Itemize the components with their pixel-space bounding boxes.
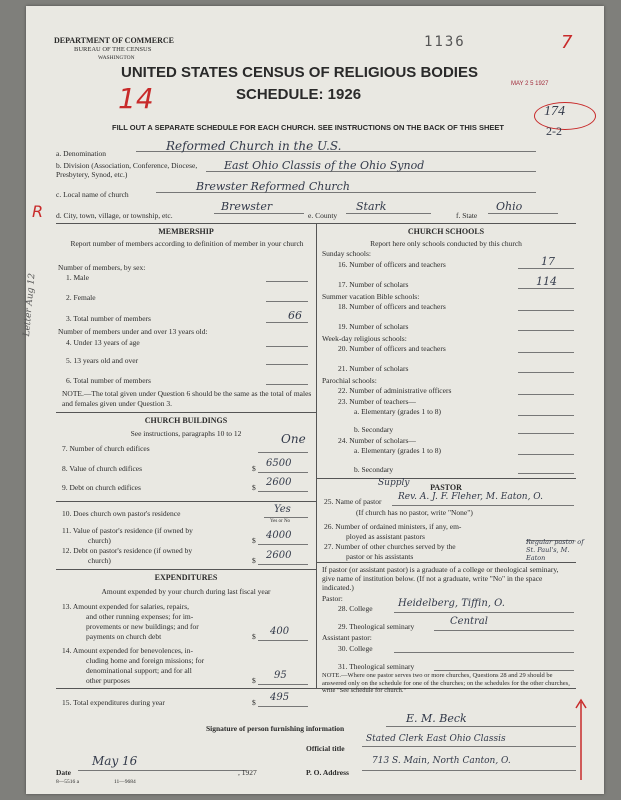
county-label: e. County — [308, 211, 338, 220]
expenditures-heading: EXPENDITURES — [154, 573, 218, 582]
q14-label-2: cluding home and foreign missions; for — [86, 656, 205, 665]
q13-value: 400 — [270, 626, 290, 637]
q8-label: 8. Value of church edifices — [62, 464, 143, 473]
buildings-rule — [56, 569, 316, 570]
q24-label: 24. Number of scholars— — [338, 436, 416, 445]
form-title: UNITED STATES CENSUS OF RELIGIOUS BODIES — [121, 64, 478, 81]
city-field-label: d. City, town, village, or township, etc. — [56, 211, 173, 220]
q29-label: 29. Theological seminary — [338, 622, 415, 631]
q25-label: 25. Name of pastor — [324, 497, 382, 506]
q21-label: 21. Number of scholars — [338, 364, 409, 373]
q15-dollar: $ — [252, 698, 256, 707]
q29-value: Central — [450, 616, 488, 627]
q30-label: 30. College — [338, 644, 373, 653]
buildings-heading: CHURCH BUILDINGS — [144, 416, 228, 425]
print-number: 11—9684 — [114, 779, 136, 785]
q9-label: 9. Debt on church edifices — [62, 483, 141, 492]
date-year: , 1927 — [238, 768, 257, 777]
q19-label: 19. Number of scholars — [338, 322, 409, 331]
q1-label: 1. Male — [66, 273, 89, 282]
q11-label-cont: church) — [88, 536, 111, 545]
column-divider — [316, 223, 317, 688]
address-value: 713 S. Main, North Canton, O. — [372, 756, 511, 766]
q22-line — [518, 385, 574, 395]
red-r-mark: R — [32, 202, 44, 221]
county-value: Stark — [356, 200, 387, 213]
q24b-line — [518, 464, 574, 474]
margin-note: Letter Aug 12 — [22, 272, 38, 337]
q23a-line — [518, 406, 574, 416]
bureau-label: BUREAU OF THE CENSUS — [74, 46, 152, 53]
official-title-value: Stated Clerk East Ohio Classis — [366, 734, 506, 744]
q13-dollar: $ — [252, 632, 256, 641]
age-heading: Number of members under and over 13 years old: — [58, 327, 208, 336]
count-mark: 2-2 — [546, 124, 562, 138]
q20-line — [518, 343, 574, 353]
expenditures-intro: Amount expended by your church during last fiscal year — [101, 587, 271, 596]
red-seven-mark: 7 — [561, 32, 573, 53]
date-value: May 16 — [92, 754, 138, 768]
q13-label-2: and other running expenses; for im- — [86, 612, 194, 621]
sunday-heading: Sunday schools: — [322, 249, 371, 258]
city-label: WASHINGTON — [98, 55, 135, 61]
q26-label: 26. Number of ordained ministers, if any, em- — [324, 522, 462, 531]
membership-rule — [56, 412, 316, 413]
assistant-subheading: Assistant pastor: — [322, 633, 372, 642]
q14-label-4: other purposes — [86, 676, 130, 685]
supply-note: Supply — [378, 478, 410, 488]
q27-value: Regular pastor of St. Paul's, M. Eaton — [526, 538, 584, 562]
pastor-heading: PASTOR — [430, 483, 462, 492]
q12-dollar: $ — [252, 556, 256, 565]
q13-label-4: payments on church debt — [86, 632, 162, 641]
q14-label-3: denominational support; and for all — [86, 666, 192, 675]
form-number: 8—5516 a — [56, 779, 80, 785]
q15-value: 495 — [270, 692, 290, 703]
weekday-heading: Week-day religious schools: — [322, 334, 407, 343]
q25-hint: (If church has no pastor, write "None") — [356, 508, 473, 517]
q6-line — [266, 375, 308, 385]
q1-line — [266, 272, 308, 282]
q17-label: 17. Number of scholars — [338, 280, 409, 289]
q3-value: 66 — [288, 309, 302, 322]
q7-value: One — [281, 432, 306, 446]
q14-dollar: $ — [252, 676, 256, 685]
buildings-intro: See instructions, paragraphs 10 to 12 — [130, 429, 242, 438]
denomination-label: a. Denomination — [56, 149, 106, 158]
q23a-label: a. Elementary (grades 1 to 8) — [354, 407, 442, 416]
city-value: Brewster — [221, 200, 273, 213]
state-value: Ohio — [496, 200, 523, 213]
q24a-label: a. Elementary (grades 1 to 8) — [354, 446, 442, 455]
official-title-label: Official title — [306, 744, 345, 753]
q10-hint: Yes or No — [270, 519, 291, 524]
q27-label: 27. Number of other churches served by the — [324, 542, 456, 551]
membership-heading: MEMBERSHIP — [158, 227, 214, 236]
q9-value: 2600 — [266, 477, 292, 488]
schedule-number: 1136 — [424, 34, 466, 50]
q23b-line — [518, 424, 574, 434]
q5-label: 5. 13 years old and over — [66, 356, 139, 365]
q11-value: 4000 — [266, 530, 292, 541]
q13-label-3: provements or new buildings; and for — [86, 622, 199, 631]
q10-value: Yes — [274, 504, 291, 515]
q24b-label: b. Secondary — [354, 465, 394, 474]
instruction-line: FILL OUT A SEPARATE SCHEDULE FOR EACH CHURCH. SEE INSTRUCTIONS ON THE BACK OF THIS SHEET — [112, 123, 504, 132]
q17-value: 114 — [536, 275, 557, 288]
q22-label: 22. Number of administrative officers — [338, 386, 452, 395]
buildings-mid-rule — [56, 501, 316, 502]
schools-intro: Report here only schools conducted by this church — [370, 239, 522, 248]
q13-label: 13. Amount expended for salaries, repairs, — [62, 602, 190, 611]
q11-label: 11. Value of pastor's residence (if owned by — [62, 526, 193, 535]
q10-label: 10. Does church own pastor's residence — [62, 509, 181, 518]
division-label: b. Division (Association, Conference, Diocese, Presbytery, Synod, etc.) — [56, 161, 198, 179]
q14-value: 95 — [274, 670, 287, 681]
parochial-heading: Parochial schools: — [322, 376, 377, 385]
q5-line — [266, 355, 308, 365]
q4-line — [266, 337, 308, 347]
q18-line — [518, 301, 574, 311]
pastor-note: NOTE.—Where one pastor serves two or more churches, Questions 28 and 29 should be answered only on the schedule for one of the churches; on the schedules for the other churches, write "See schedule for church." — [322, 672, 570, 694]
department-label: DEPARTMENT OF COMMERCE — [54, 36, 175, 45]
date-label: Date — [56, 768, 71, 777]
q6-label: 6. Total number of members — [66, 376, 151, 385]
q28-label: 28. College — [338, 604, 373, 613]
local-name-label: c. Local name of church — [56, 190, 129, 199]
q18-label: 18. Number of officers and teachers — [338, 302, 446, 311]
red-arrow-mark — [574, 696, 588, 782]
q14-label: 14. Amount expended for benevolences, in- — [62, 646, 194, 655]
signature-value: E. M. Beck — [406, 712, 467, 725]
q20-label: 20. Number of officers and teachers — [338, 344, 446, 353]
q8-value: 6500 — [266, 458, 292, 469]
q26-label-cont: ployed as assistant pastors — [346, 532, 425, 541]
schools-heading: CHURCH SCHOOLS — [407, 227, 485, 236]
circled-number: 174 — [544, 104, 565, 119]
red-fourteen-mark: 14 — [118, 82, 154, 115]
q21-line — [518, 363, 574, 373]
q19-line — [518, 321, 574, 331]
state-label: f. State — [456, 211, 478, 220]
q25-value: Rev. A. J. F. Fleher, M. Eaton, O. — [398, 492, 544, 502]
division-value: East Ohio Classis of the Ohio Synod — [224, 159, 425, 172]
q28-value: Heidelberg, Tiffin, O. — [398, 598, 505, 609]
q4-label: 4. Under 13 years of age — [66, 338, 140, 347]
q2-line — [266, 292, 308, 302]
q31-label: 31. Theological seminary — [338, 662, 415, 671]
q27-label-cont: pastor or his assistants — [346, 552, 414, 561]
signature-label: Signature of person furnishing information — [206, 724, 345, 733]
vacation-heading: Summer vacation Bible schools: — [322, 292, 420, 301]
q23b-label: b. Secondary — [354, 425, 394, 434]
q12-label: 12. Debt on pastor's residence (if owned by — [62, 546, 193, 555]
by-sex-heading: Number of members, by sex: — [58, 263, 146, 272]
form-subtitle: SCHEDULE: 1926 — [236, 86, 362, 103]
pastor-mid-rule — [316, 562, 576, 563]
q30-line — [394, 643, 574, 653]
q3-label: 3. Total number of members — [66, 314, 151, 323]
q12-value: 2600 — [266, 550, 292, 561]
received-stamp: MAY 2 5 1927 — [511, 81, 549, 87]
membership-intro: Report number of members according to definition of member in your church — [70, 239, 304, 248]
graduate-note: If pastor (or assistant pastor) is a graduate of a college or theological seminary, give name of institution below. (If not a graduate, write "No" in the space indicated.) — [322, 565, 559, 592]
q15-label: 15. Total expenditures during year — [62, 698, 165, 707]
q7-label: 7. Number of church edifices — [62, 444, 150, 453]
schools-rule — [316, 478, 576, 479]
membership-note: NOTE.—The total given under Question 6 should be the same as the total of males and females given under Question 3. — [62, 389, 312, 408]
q23-label: 23. Number of teachers— — [338, 397, 416, 406]
q12-label-cont: church) — [88, 556, 111, 565]
q11-dollar: $ — [252, 536, 256, 545]
address-label: P. O. Address — [306, 768, 349, 777]
q16-value: 17 — [541, 255, 555, 268]
local-name-value: Brewster Reformed Church — [196, 180, 350, 193]
pastor-subheading: Pastor: — [322, 594, 343, 603]
q24a-line — [518, 445, 574, 455]
q2-label: 2. Female — [66, 293, 96, 302]
q8-dollar: $ — [252, 464, 256, 473]
census-schedule-sheet — [22, 6, 604, 794]
q31-line — [434, 661, 574, 671]
q16-label: 16. Number of officers and teachers — [338, 260, 446, 269]
q9-dollar: $ — [252, 483, 256, 492]
denomination-value: Reformed Church in the U.S. — [166, 139, 342, 153]
